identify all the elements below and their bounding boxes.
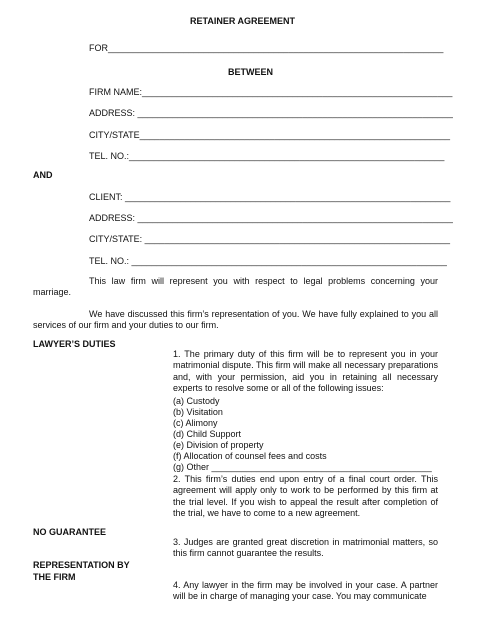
list-item: (f) Allocation of counsel fees and costs bbox=[173, 451, 327, 461]
firm-city-state-line: CITY/STATE______________________________________________________________ bbox=[89, 130, 451, 140]
list-item: (a) Custody bbox=[173, 396, 220, 406]
duty-2-paragraph: 2. This firm’s duties end upon entry of a final court order. This agreement will apply only to work to be performed by this firm at the trial level. If you wish to appeal the result after completion of the trial, we have to come to a new agreement. bbox=[173, 474, 438, 519]
duty-3-paragraph: 3. Judges are granted great discretion in matrimonial matters, so this firm cannot guarantee the results. bbox=[173, 537, 438, 559]
section-representation-line-1: REPRESENTATION BY bbox=[33, 560, 130, 570]
client-address-line: ADDRESS: _______________________________________________________________ bbox=[89, 213, 453, 223]
list-item: (b) Visitation bbox=[173, 407, 223, 417]
between-heading: BETWEEN bbox=[228, 67, 273, 77]
section-no-guarantee: NO GUARANTEE bbox=[33, 527, 107, 537]
client-city-state-line: CITY/STATE: _____________________________________________________________ bbox=[89, 234, 450, 244]
list-item: (c) Alimony bbox=[173, 418, 218, 428]
section-representation-line-2: THE FIRM bbox=[33, 572, 76, 582]
duty-4-paragraph: 4. Any lawyer in the firm may be involved in your case. A partner will be in charge of managing your case. You may communicate bbox=[173, 580, 438, 602]
list-item: (e) Division of property bbox=[173, 440, 264, 450]
client-tel-line: TEL. NO.: _______________________________________________________________ bbox=[89, 256, 447, 266]
and-heading: AND bbox=[33, 170, 53, 180]
firm-address-line: ADDRESS: _______________________________________________________________ bbox=[89, 108, 453, 118]
list-item: (d) Child Support bbox=[173, 429, 242, 439]
document-title: RETAINER AGREEMENT bbox=[190, 16, 296, 26]
list-item: (g) Other ____________________________________________ bbox=[173, 462, 432, 472]
section-lawyers-duties: LAWYER’S DUTIES bbox=[33, 339, 116, 349]
client-name-line: CLIENT: _________________________________________________________________ bbox=[89, 192, 451, 202]
intro-paragraph-2: We have discussed this firm’s representation of you. We have fully explained to you all services of our firm and your duties to our firm. bbox=[33, 309, 438, 331]
issues-list bbox=[173, 396, 443, 473]
firm-name-line: FIRM NAME:______________________________________________________________ bbox=[89, 87, 453, 97]
firm-tel-line: TEL. NO.:_______________________________________________________________ bbox=[89, 151, 445, 161]
for-line: FOR___________________________________________________________________ bbox=[89, 43, 444, 53]
duty-1-paragraph: 1. The primary duty of this firm will be to represent you in your matrimonial dispute. This firm will make all necessary preparations and, with your permission, aid you in retaining all necessary experts to resolve some or all of the following issues: bbox=[173, 349, 438, 394]
intro-paragraph-1: This law firm will represent you with respect to legal problems concerning your marriage. bbox=[33, 276, 438, 298]
